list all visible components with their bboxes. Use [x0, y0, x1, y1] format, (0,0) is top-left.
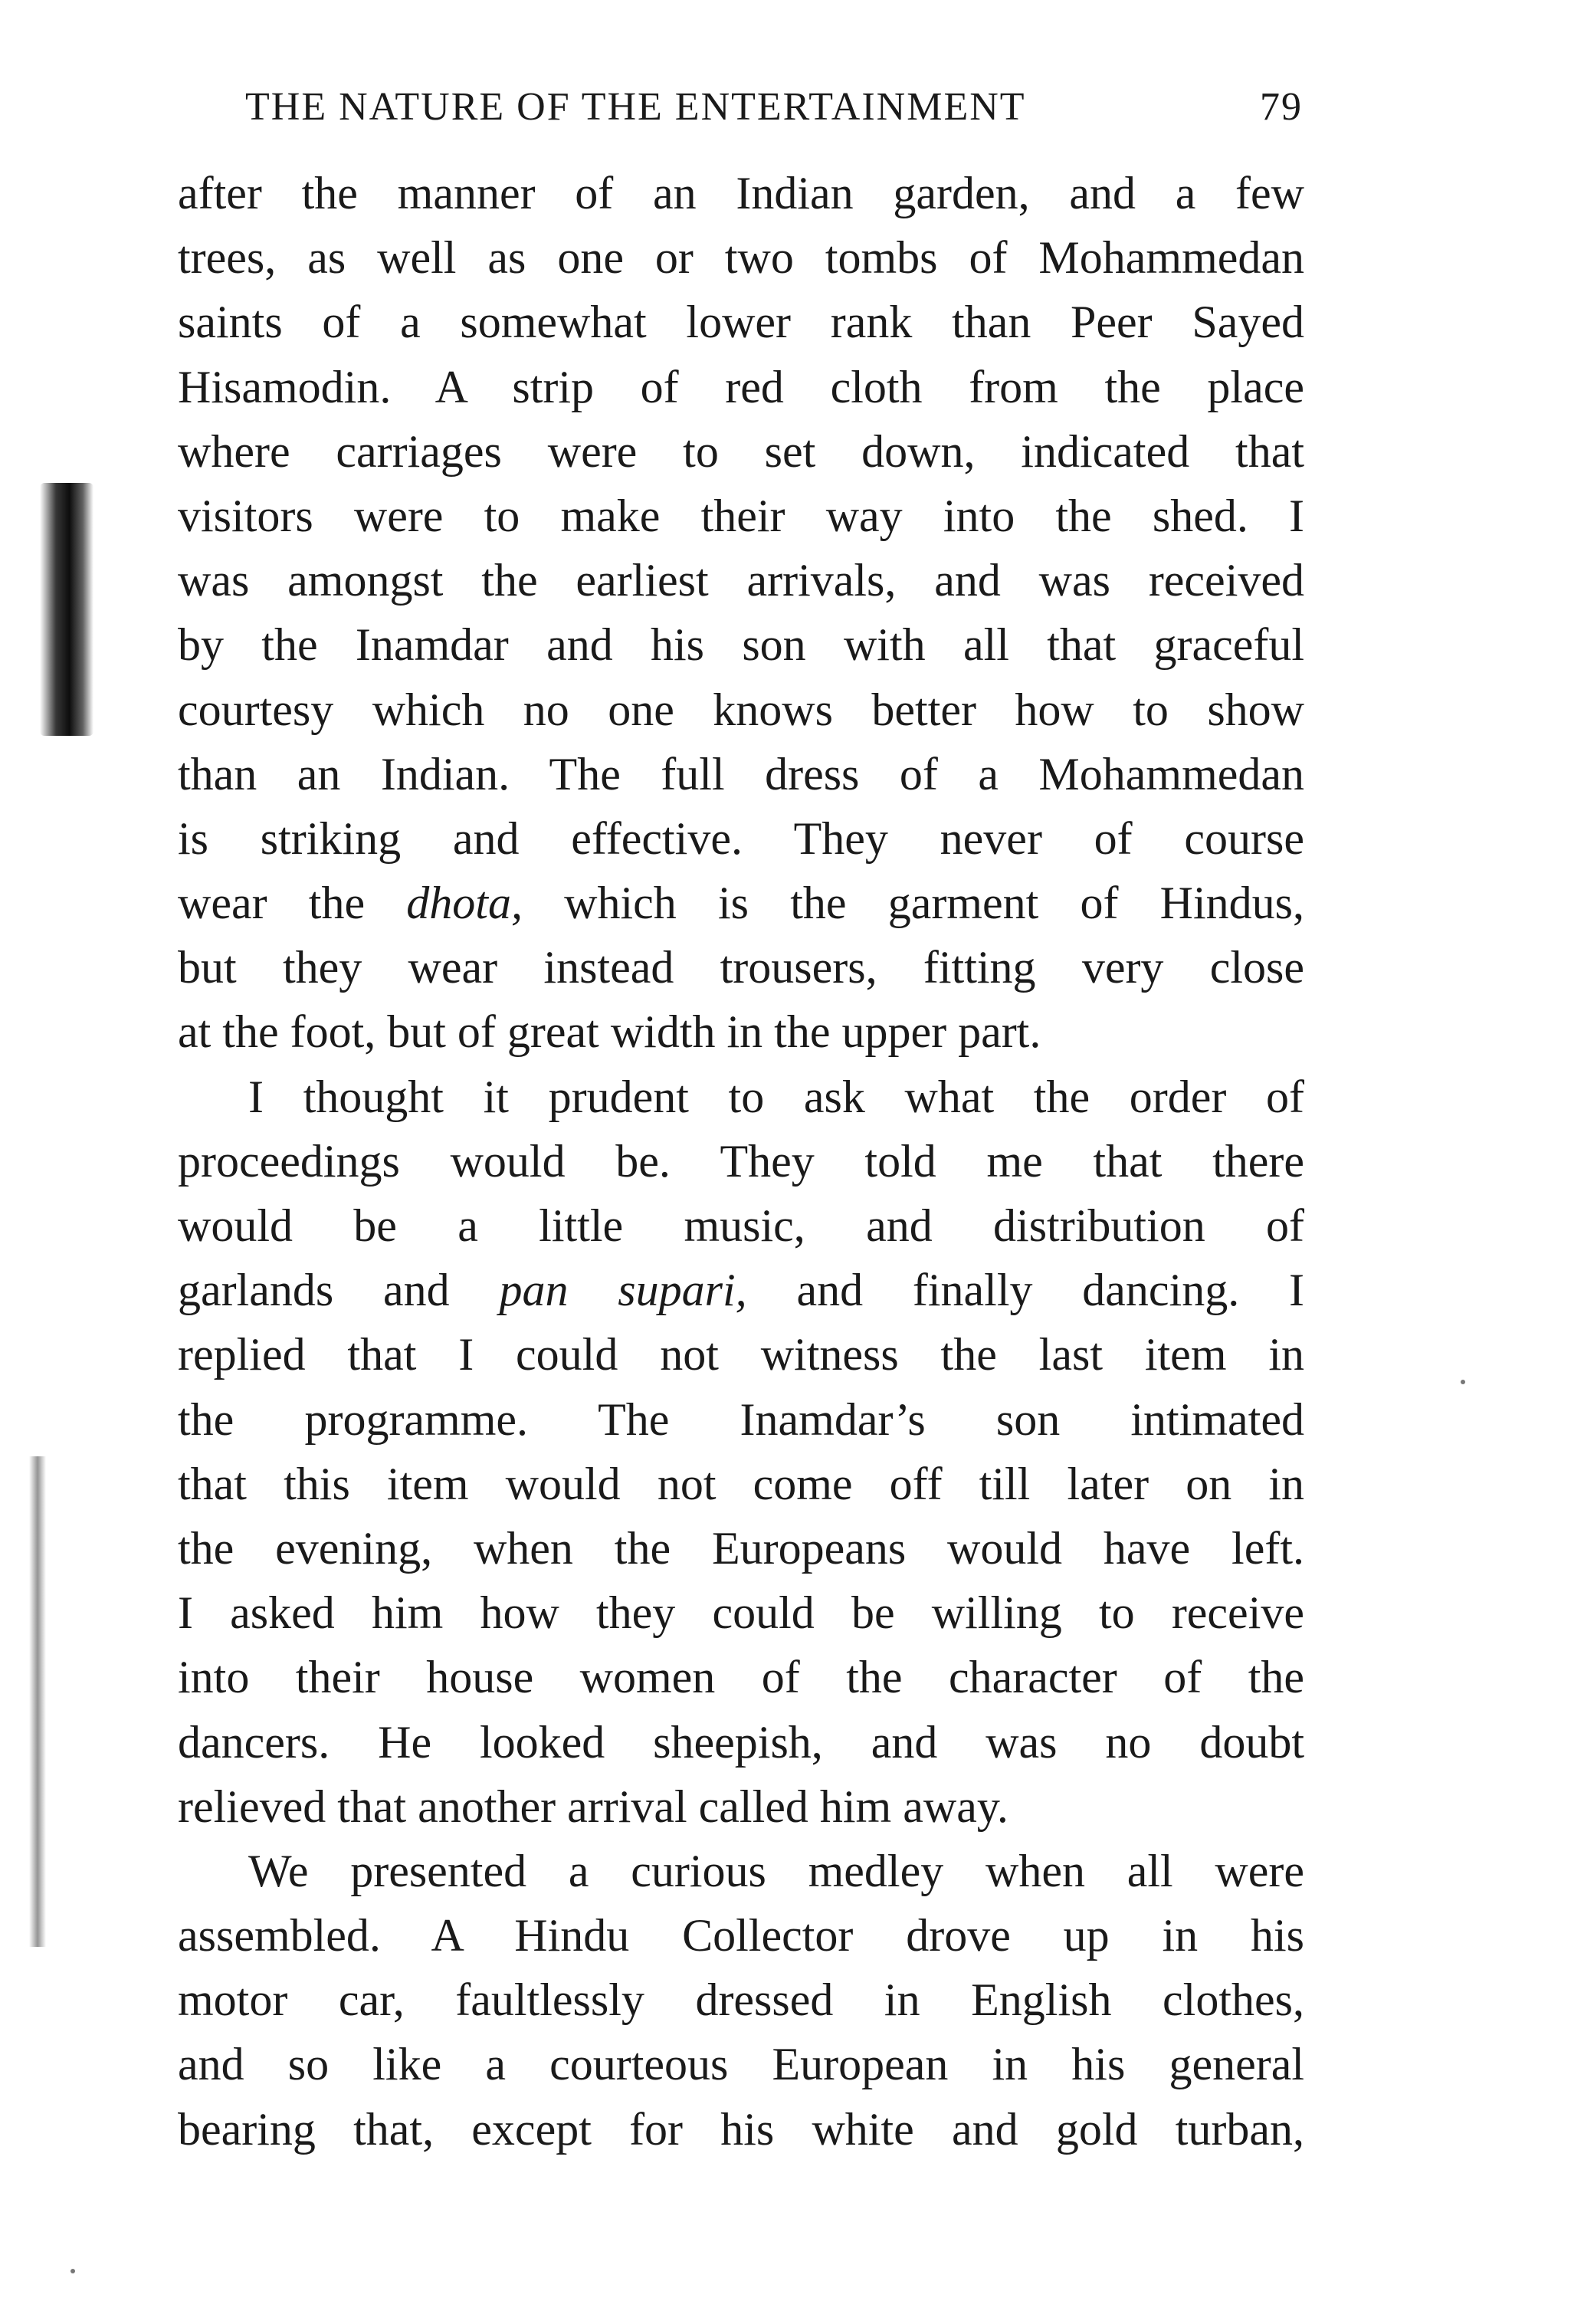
- text-line: dancers. He looked sheepish, and was no doubt: [178, 1716, 1304, 1768]
- running-head-title: THE NATURE OF THE ENTERTAINMENT: [245, 85, 1026, 129]
- text-line: Hisamodin. A strip of red cloth from the place: [178, 361, 1304, 412]
- scan-edge-mark: [29, 1456, 46, 1947]
- text-line: that this item would not come off till later on in: [178, 1458, 1304, 1509]
- text-line: replied that I could not witness the last item in: [178, 1329, 1304, 1380]
- text-line: than an Indian. The full dress of a Mohammedan: [178, 748, 1304, 799]
- text-line: courtesy which no one knows better how to show: [178, 684, 1304, 735]
- text-line: saints of a somewhat lower rank than Peer Sayed: [178, 297, 1304, 348]
- text-line: is striking and effective. They never of course: [178, 812, 1304, 864]
- text-line: the programme. The Inamdar’s son intimated: [178, 1393, 1304, 1445]
- text-line: relieved that another arrival called him away.: [178, 1781, 1008, 1832]
- text-line: into their house women of the character of the: [178, 1652, 1304, 1703]
- text-line: trees, as well as one or two tombs of Mohammedan: [178, 232, 1304, 284]
- text-run: which is the garment of Hindus,: [522, 878, 1304, 929]
- paragraph: [178, 161, 1304, 1065]
- text-line: assembled. A Hindu Collector drove up in his: [178, 1910, 1304, 1961]
- text-line: I thought it prudent to ask what the order of: [248, 1071, 1304, 1122]
- text-run: and finally dancing. I: [746, 1265, 1304, 1316]
- scan-speck: [71, 2269, 75, 2273]
- text-line: [178, 871, 1304, 935]
- text-line: [178, 1258, 1304, 1322]
- text-line: the evening, when the Europeans would have left.: [178, 1522, 1304, 1574]
- text-line: would be a little music, and distribution of: [178, 1200, 1304, 1251]
- body-text: [178, 161, 1304, 2162]
- text-run: garlands and: [178, 1265, 500, 1316]
- text-line: and so like a courteous European in his general: [178, 2039, 1304, 2090]
- text-line: proceedings would be. They told me that there: [178, 1135, 1304, 1187]
- text-line: where carriages were to set down, indicated that: [178, 425, 1304, 477]
- text-line: motor car, faultlessly dressed in English clothes,: [178, 1974, 1304, 2026]
- text-line: visitors were to make their way into the shed. I: [178, 490, 1304, 541]
- text-line: bearing that, except for his white and gold turban,: [178, 2103, 1304, 2155]
- paragraph: [178, 1839, 1304, 2162]
- italic-term: pan supari,: [499, 1265, 747, 1316]
- text-line: after the manner of an Indian garden, and a few: [178, 168, 1304, 218]
- italic-term: dhota,: [406, 878, 523, 929]
- page-number: 79: [1260, 85, 1303, 129]
- text-line: by the Inamdar and his son with all that graceful: [178, 619, 1304, 671]
- text-line: was amongst the earliest arrivals, and was received: [178, 555, 1304, 606]
- text-line: at the foot, but of great width in the upper part.: [178, 1006, 1041, 1058]
- paragraph: [178, 1065, 1304, 1839]
- running-head: [245, 77, 1303, 138]
- text-line: We presented a curious medley when all were: [248, 1845, 1304, 1896]
- text-line: I asked him how they could be willing to receive: [178, 1587, 1304, 1639]
- scan-speck: [1461, 1380, 1465, 1384]
- scan-shadow-mark: [40, 483, 93, 736]
- text-line: but they wear instead trousers, fitting very close: [178, 942, 1304, 993]
- text-run: wear the: [178, 878, 407, 929]
